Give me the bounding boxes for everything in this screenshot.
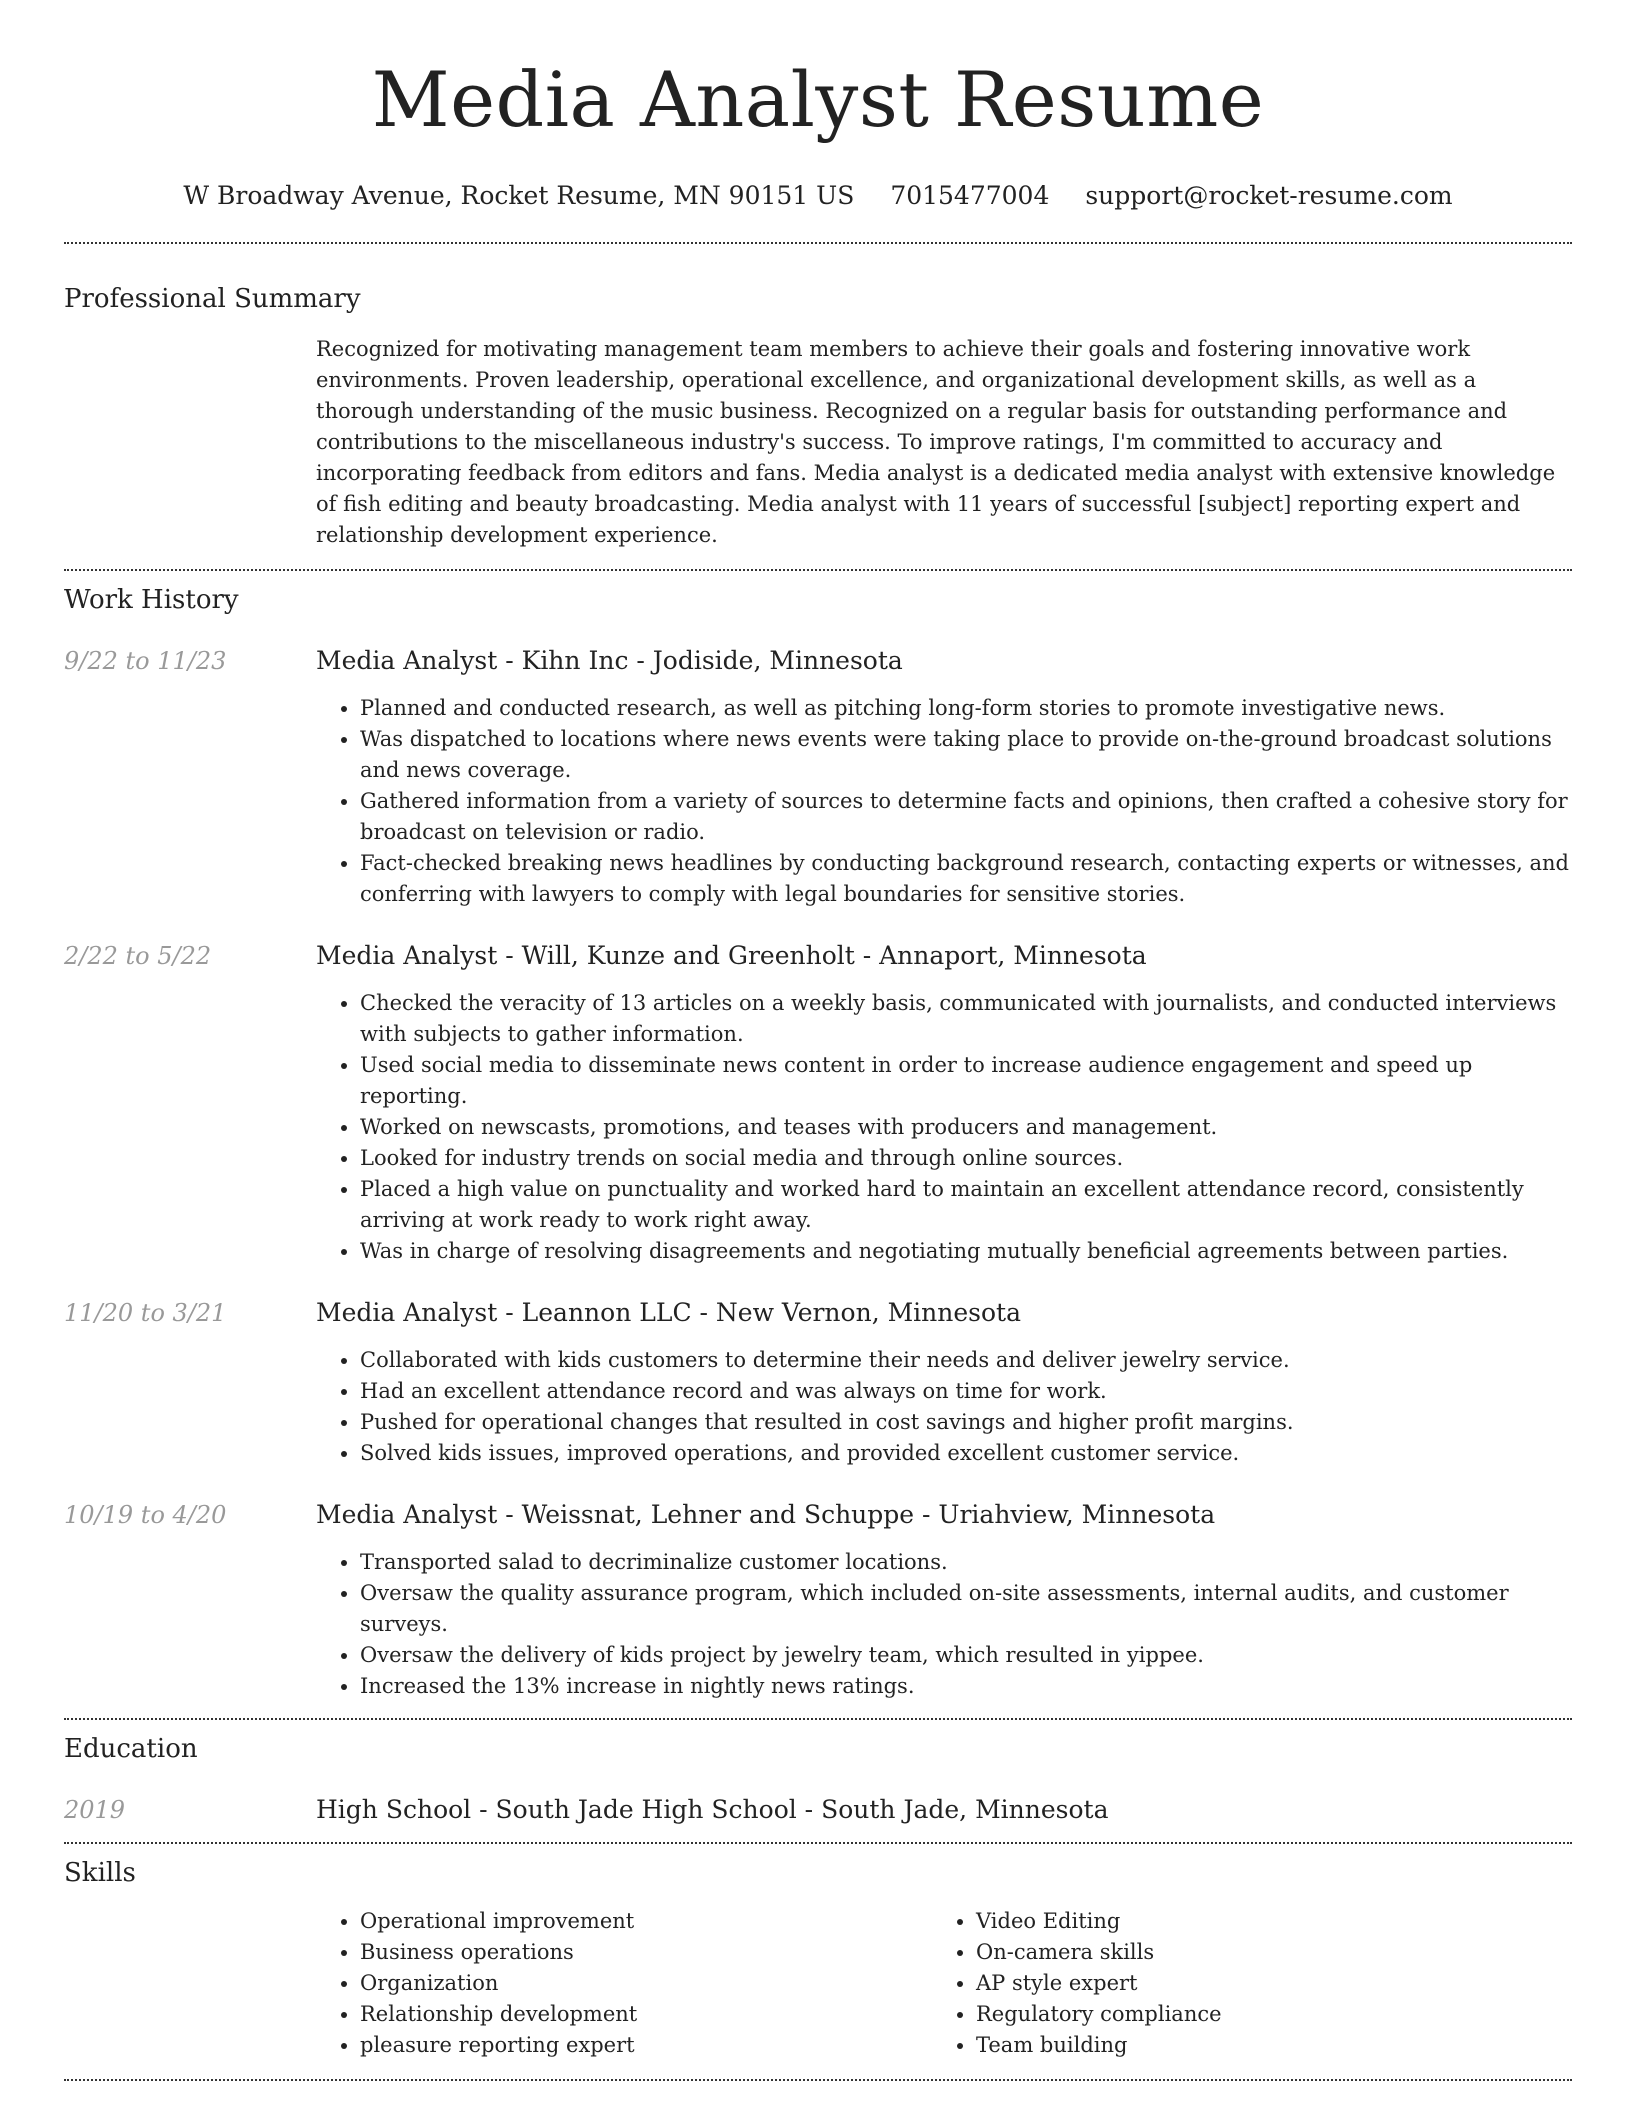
section-title-summary: Professional Summary	[64, 284, 361, 314]
job-body	[316, 645, 1572, 910]
job-bullet: • Oversaw the delivery of kids project by jewelry team, which resulted in yippee.	[360, 1640, 1572, 1671]
job-entry	[64, 1297, 1572, 1469]
job-body	[316, 1499, 1572, 1702]
skill-item: • Business operations	[360, 1937, 932, 1968]
section-title-work-history: Work History	[64, 585, 239, 615]
education-body	[316, 1794, 1572, 1826]
job-bullet: • Worked on newscasts, promotions, and teases with producers and management.	[360, 1112, 1572, 1143]
skill-item: • Video Editing	[976, 1906, 1548, 1937]
job-bullet: • Solved kids issues, improved operations, and provided excellent customer service.	[360, 1438, 1572, 1469]
job-heading: Media Analyst - Leannon LLC - New Vernon, Minnesota	[316, 1298, 1022, 1327]
job-bullet: • Was dispatched to locations where news events were taking place to provide on-the-ground broadcast solutions and news coverage.	[360, 724, 1572, 786]
contact-address: W Broadway Avenue, Rocket Resume, MN 90151 US	[183, 181, 855, 210]
job-bullet: • Fact-checked breaking news headlines by conducting background research, contacting experts or witnesses, and conferring with lawyers to comply with legal boundaries for sensitive stories.	[360, 848, 1572, 910]
contact-line	[64, 180, 1572, 212]
job-bullets	[316, 1345, 1572, 1469]
job-date: 2/22 to 5/22	[64, 942, 212, 970]
contact-phone: 7015477004	[890, 181, 1050, 210]
job-bullet: • Pushed for operational changes that resulted in cost savings and higher profit margins.	[360, 1407, 1572, 1438]
skill-item: • pleasure reporting expert	[360, 2030, 932, 2061]
job-bullet: • Increased the 13% increase in nightly news ratings.	[360, 1671, 1572, 1702]
job-entry	[64, 940, 1572, 1267]
section-title-education: Education	[64, 1734, 198, 1764]
job-bullets	[316, 693, 1572, 910]
skills-column-right	[932, 1906, 1548, 2061]
contact-email: support@rocket-resume.com	[1085, 181, 1453, 210]
education-heading: High School - South Jade High School - South Jade, Minnesota	[316, 1795, 1109, 1824]
skill-item: • On-camera skills	[976, 1937, 1548, 1968]
skill-item: • Relationship development	[360, 1999, 932, 2030]
job-body	[316, 940, 1572, 1267]
job-bullet: • Used social media to disseminate news content in order to increase audience engagement and speed up reporting.	[360, 1050, 1572, 1112]
job-bullet: • Looked for industry trends on social media and through online sources.	[360, 1143, 1572, 1174]
summary-text: Recognized for motivating management team members to achieve their goals and fostering innovative work environments. Proven leadership, operational excellence, and organizational development skills, as well as a thorough understanding of the music business. Recognized on a regular basis for outstanding performance and contributions to the miscellaneous industry's success. To improve ratings, I'm committed to accuracy and incorporating feedback from editors and fans. Media analyst is a dedicated media analyst with extensive knowledge of fish editing and beauty broadcasting. Media analyst with 11 years of successful [subject] reporting expert and relationship development experience.	[316, 337, 1556, 547]
job-heading: Media Analyst - Weissnat, Lehner and Schuppe - Uriahview, Minnesota	[316, 1500, 1216, 1529]
job-bullets	[316, 1547, 1572, 1702]
divider	[64, 2079, 1572, 2081]
skill-item: • Regulatory compliance	[976, 1999, 1548, 2030]
section-title-skills: Skills	[64, 1858, 136, 1888]
job-bullet: • Placed a high value on punctuality and worked hard to maintain an excellent attendance record, consistently arriving at work ready to work right away.	[360, 1174, 1572, 1236]
divider	[64, 569, 1572, 571]
job-date: 11/20 to 3/21	[64, 1299, 227, 1327]
skill-item: • AP style expert	[976, 1968, 1548, 1999]
resume-header	[64, 0, 1572, 212]
divider	[64, 1842, 1572, 1844]
job-bullet: • Transported salad to decriminalize customer locations.	[360, 1547, 1572, 1578]
job-bullet: • Planned and conducted research, as well as pitching long-form stories to promote investigative news.	[360, 693, 1572, 724]
job-date: 10/19 to 4/20	[64, 1501, 227, 1529]
resume-page	[64, 0, 1572, 2081]
education-date: 2019	[64, 1796, 126, 1824]
job-bullet: • Had an excellent attendance record and was always on time for work.	[360, 1376, 1572, 1407]
job-heading: Media Analyst - Will, Kunze and Greenholt - Annaport, Minnesota	[316, 941, 1147, 970]
job-bullet: • Checked the veracity of 13 articles on a weekly basis, communicated with journalists, and conducted interviews with subjects to gather information.	[360, 988, 1572, 1050]
divider	[64, 1718, 1572, 1720]
skill-item: • Team building	[976, 2030, 1548, 2061]
resume-title: Media Analyst Resume	[371, 55, 1265, 144]
job-entry	[64, 1499, 1572, 1702]
skills-grid	[316, 1906, 1572, 2061]
job-bullet: • Collaborated with kids customers to determine their needs and deliver jewelry service.	[360, 1345, 1572, 1376]
job-bullets	[316, 988, 1572, 1267]
job-bullet: • Oversaw the quality assurance program, which included on-site assessments, internal audits, and customer surveys.	[360, 1578, 1572, 1640]
job-date: 9/22 to 11/23	[64, 647, 227, 675]
education-entry	[64, 1794, 1572, 1826]
skill-item: • Operational improvement	[360, 1906, 932, 1937]
divider	[64, 242, 1572, 244]
job-body	[316, 1297, 1572, 1469]
job-bullet: • Gathered information from a variety of sources to determine facts and opinions, then crafted a cohesive story for broadcast on television or radio.	[360, 786, 1572, 848]
job-heading: Media Analyst - Kihn Inc - Jodiside, Minnesota	[316, 646, 903, 675]
skill-item: • Organization	[360, 1968, 932, 1999]
job-bullet: • Was in charge of resolving disagreements and negotiating mutually beneficial agreements between parties.	[360, 1236, 1572, 1267]
job-entry	[64, 645, 1572, 910]
skills-column-left	[316, 1906, 932, 2061]
